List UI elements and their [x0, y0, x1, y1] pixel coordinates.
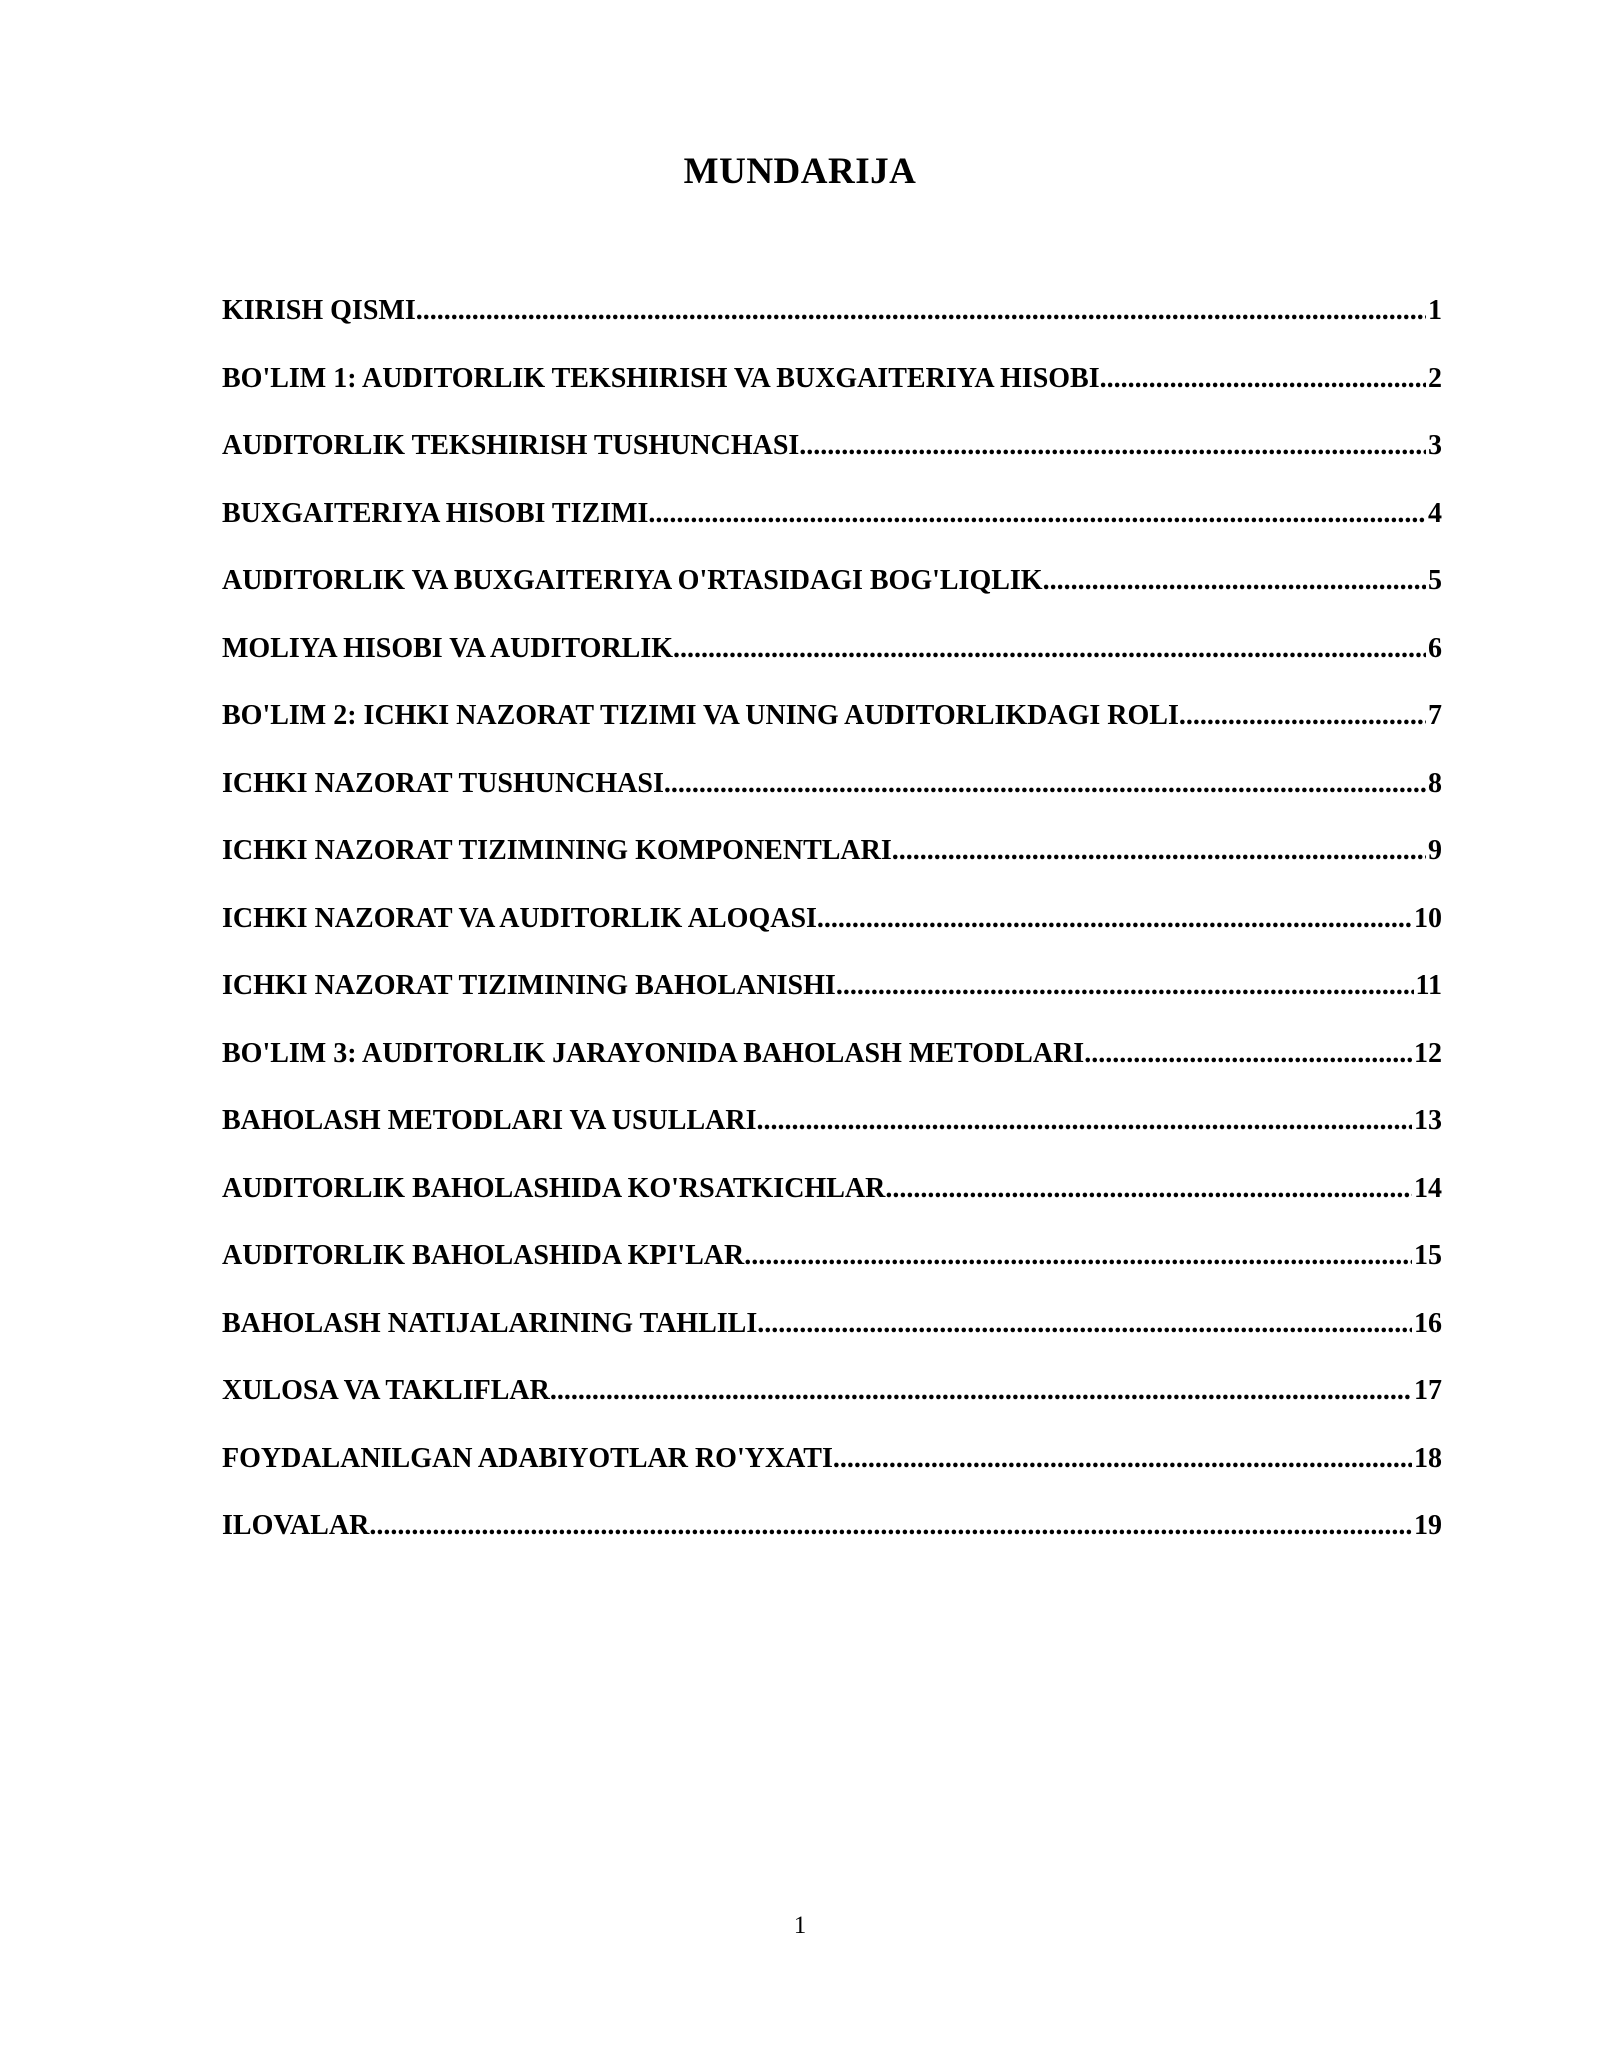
toc-entry-page: 19 [1414, 1510, 1442, 1541]
toc-dot-leader [799, 425, 1426, 467]
toc-dot-leader [836, 965, 1414, 1007]
toc-entry[interactable] [222, 1505, 1442, 1573]
toc-dot-leader [1179, 695, 1426, 737]
toc-entry-title: ILOVALAR [222, 1510, 370, 1541]
toc-entry[interactable] [222, 1100, 1442, 1168]
toc-entry-page: 7 [1428, 700, 1442, 731]
toc-entry[interactable] [222, 425, 1442, 493]
toc-dot-leader [1100, 358, 1426, 400]
toc-entry-title: BUXGAITERIYA HISOBI TIZIMI [222, 497, 649, 529]
toc-dot-leader [369, 1505, 1412, 1547]
toc-dot-leader [756, 1100, 1412, 1142]
toc-dot-leader [892, 830, 1426, 872]
toc-entry[interactable] [222, 1235, 1442, 1303]
toc-dot-leader [833, 1438, 1412, 1480]
toc-entry-title: FOYDALANILGAN ADABIYOTLAR RO'YXATI [222, 1442, 833, 1474]
toc-entry[interactable] [222, 493, 1442, 561]
toc-entry-title: MOLIYA HISOBI VA AUDITORLIK [222, 632, 674, 664]
toc-entry-page: 17 [1414, 1375, 1442, 1406]
toc-entry[interactable] [222, 1370, 1442, 1438]
toc-entry-page: 14 [1414, 1172, 1442, 1204]
toc-entry-page: 2 [1428, 362, 1442, 394]
toc-entry-title: AUDITORLIK TEKSHIRISH TUSHUNCHASI [222, 430, 800, 461]
toc-entry-page: 1 [1428, 295, 1442, 326]
toc-entry-page: 8 [1428, 767, 1442, 799]
toc-entry-page: 9 [1428, 835, 1442, 866]
toc-dot-leader [744, 1235, 1412, 1277]
toc-entry[interactable] [222, 898, 1442, 966]
page-number: 1 [793, 1912, 807, 1939]
toc-entry-title: ICHKI NAZORAT TIZIMINING KOMPONENTLARI [222, 835, 892, 866]
toc-entry-page: 4 [1428, 497, 1442, 529]
toc-entry[interactable] [222, 1303, 1442, 1371]
toc-entry-title: BAHOLASH NATIJALARINING TAHLILI [222, 1307, 758, 1339]
toc-dot-leader [1043, 560, 1426, 602]
toc-dot-leader [673, 628, 1426, 670]
toc-dot-leader [757, 1303, 1412, 1345]
toc-dot-leader [550, 1370, 1412, 1412]
toc-entry-page: 15 [1414, 1240, 1442, 1271]
toc-entry-title: KIRISH QISMI [222, 295, 416, 326]
toc-entry-page: 12 [1414, 1037, 1442, 1069]
toc-entry-title: ICHKI NAZORAT VA AUDITORLIK ALOQASI [222, 902, 817, 934]
table-of-contents [222, 290, 1442, 1573]
toc-entry-page: 13 [1414, 1105, 1442, 1136]
toc-entry-page: 16 [1414, 1307, 1442, 1339]
toc-dot-leader [664, 763, 1426, 805]
toc-entry-page: 11 [1415, 970, 1442, 1001]
toc-entry-title: AUDITORLIK BAHOLASHIDA KPI'LAR [222, 1240, 745, 1271]
toc-entry[interactable] [222, 965, 1442, 1033]
toc-entry-page: 6 [1428, 632, 1442, 664]
toc-dot-leader [817, 898, 1412, 940]
toc-dot-leader [416, 290, 1426, 332]
toc-entry[interactable] [222, 1168, 1442, 1236]
page-title: MUNDARIJA [683, 151, 917, 192]
toc-entry-title: BO'LIM 2: ICHKI NAZORAT TIZIMI VA UNING AUDITORLIKDAGI ROLI [222, 700, 1179, 731]
toc-dot-leader [648, 493, 1426, 535]
toc-entry-page: 3 [1428, 430, 1442, 461]
toc-entry-title: AUDITORLIK BAHOLASHIDA KO'RSATKICHLAR [222, 1172, 886, 1204]
toc-entry[interactable] [222, 560, 1442, 628]
toc-entry-page: 10 [1414, 902, 1442, 934]
toc-entry[interactable] [222, 1033, 1442, 1101]
toc-entry[interactable] [222, 628, 1442, 696]
toc-entry-page: 5 [1428, 565, 1442, 596]
toc-entry[interactable] [222, 358, 1442, 426]
toc-entry-title: ICHKI NAZORAT TUSHUNCHASI [222, 767, 664, 799]
toc-entry-title: ICHKI NAZORAT TIZIMINING BAHOLANISHI [222, 970, 836, 1001]
toc-entry-title: BO'LIM 3: AUDITORLIK JARAYONIDA BAHOLASH METODLARI [222, 1037, 1085, 1069]
toc-dot-leader [1084, 1033, 1412, 1075]
toc-entry[interactable] [222, 695, 1442, 763]
toc-entry[interactable] [222, 290, 1442, 358]
toc-entry-title: AUDITORLIK VA BUXGAITERIYA O'RTASIDAGI BOG'LIQLIK [222, 565, 1043, 596]
toc-entry[interactable] [222, 763, 1442, 831]
toc-entry-title: BAHOLASH METODLARI VA USULLARI [222, 1105, 757, 1136]
toc-entry-title: XULOSA VA TAKLIFLAR [222, 1375, 550, 1406]
toc-dot-leader [885, 1168, 1412, 1210]
toc-entry-page: 18 [1414, 1442, 1442, 1474]
toc-entry-title: BO'LIM 1: AUDITORLIK TEKSHIRISH VA BUXGAITERIYA HISOBI [222, 362, 1100, 394]
toc-entry[interactable] [222, 1438, 1442, 1506]
toc-entry[interactable] [222, 830, 1442, 898]
